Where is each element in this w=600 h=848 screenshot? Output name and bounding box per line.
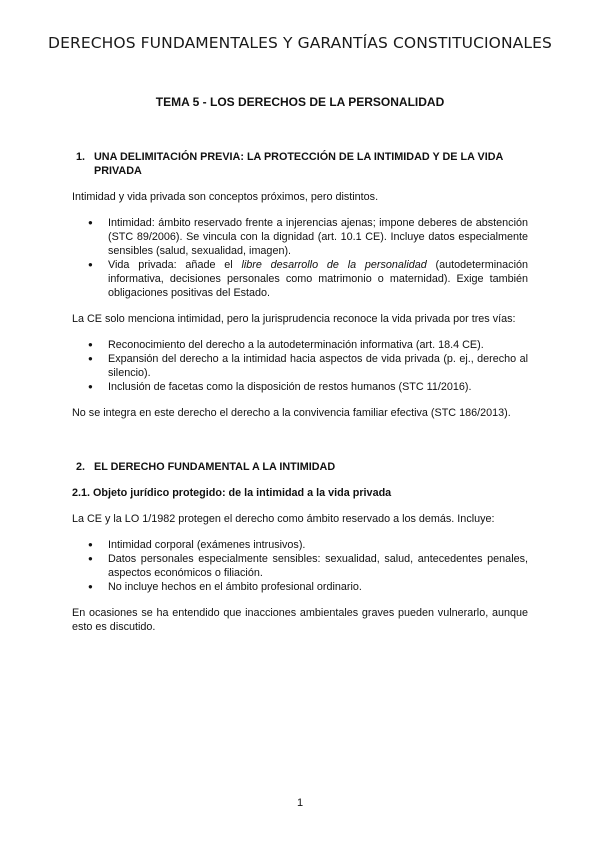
emphasis-text: libre desarrollo de la personalidad <box>241 259 427 271</box>
section-1-bullet-list <box>72 216 528 300</box>
section-1-heading <box>72 150 528 178</box>
section-2-intro: La CE y la LO 1/1982 protegen el derecho como ámbito reservado a los demás. Incluye: <box>72 513 495 525</box>
list-item: ● Reconocimiento del derecho a la autodeterminación informativa (art. 18.4 CE). <box>72 338 528 352</box>
list-item: ● Intimidad corporal (exámenes intrusivos). <box>72 538 528 552</box>
document-body <box>72 150 528 634</box>
list-item: ● Vida privada: añade el libre desarrollo de la personalidad (autodeterminación informativa, decisiones personales como matrimonio o maternidad). Exige también obligaciones positivas del Estado. <box>72 258 528 300</box>
section-2-bullet-list <box>72 538 528 594</box>
document-header: DERECHOS FUNDAMENTALES Y GARANTÍAS CONSTITUCIONALES <box>48 34 552 52</box>
section-1-paragraph-2: La CE solo menciona intimidad, pero la jurisprudencia reconoce la vida privada por tres vías: <box>72 313 516 325</box>
section-1-intro: Intimidad y vida privada son conceptos próximos, pero distintos. <box>72 191 379 203</box>
page-title: TEMA 5 - LOS DERECHOS DE LA PERSONALIDAD <box>155 95 445 109</box>
list-item: ● Inclusión de facetas como la disposición de restos humanos (STC 11/2016). <box>72 380 528 394</box>
page-number: 1 <box>296 797 304 809</box>
section-2-title: EL DERECHO FUNDAMENTAL A LA INTIMIDAD <box>94 461 336 473</box>
list-item: ● No incluye hechos en el ámbito profesional ordinario. <box>72 580 528 594</box>
section-2-heading <box>72 460 528 474</box>
list-item: ● Expansión del derecho a la intimidad hacia aspectos de vida privada (p. ej., derecho al silencio). <box>72 352 528 380</box>
section-1-number: 1. <box>76 151 86 163</box>
section-2-paragraph-2: En ocasiones se ha entendido que inacciones ambientales graves pueden vulnerarlo, aunque esto es discutido. <box>72 607 528 633</box>
section-1-paragraph-3: No se integra en este derecho el derecho a la convivencia familiar efectiva (STC 186/2013). <box>72 407 511 419</box>
list-item: ● Datos personales especialmente sensibles: sexualidad, salud, antecedentes penales, aspectos económicos o filiación. <box>72 552 528 580</box>
list-item: ● Intimidad: ámbito reservado frente a injerencias ajenas; impone deberes de abstención (STC 89/2006). Se vincula con la dignidad (art. 10.1 CE). Incluye datos especialmente sensibles (salud, sexualidad, imagen). <box>72 216 528 258</box>
section-2-number: 2. <box>76 461 86 473</box>
subsection-2-1-title: 2.1. Objeto jurídico protegido: de la intimidad a la vida privada <box>72 487 392 499</box>
section-1-title: UNA DELIMITACIÓN PREVIA: LA PROTECCIÓN DE LA INTIMIDAD Y DE LA VIDA PRIVADA <box>94 151 503 177</box>
section-1-bullet-list-2 <box>72 338 528 394</box>
